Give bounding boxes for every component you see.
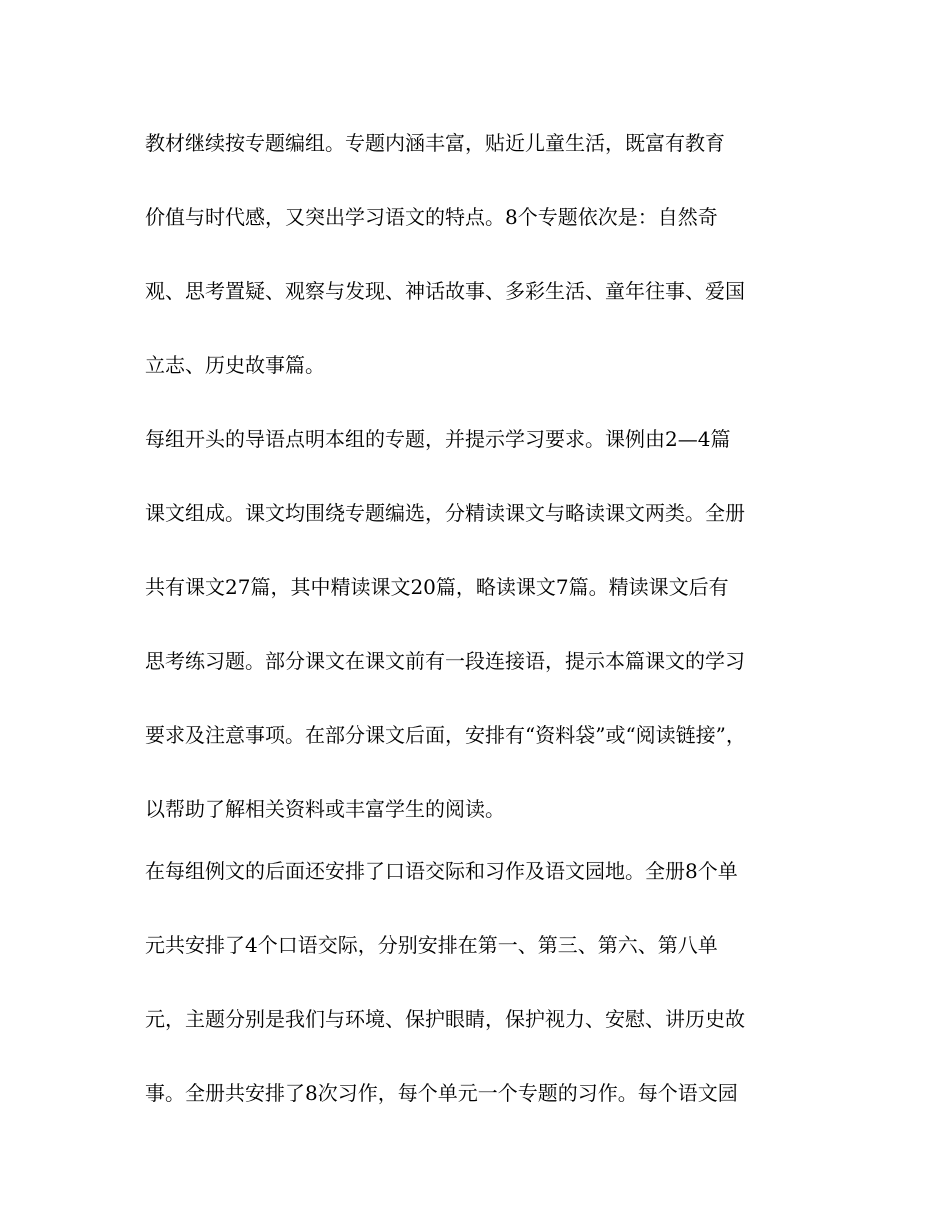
text-line: 事。全册共安排了8次习作，每个单元一个专题的习作。每个语文园 [145,1081,738,1105]
text-line: 元共安排了4个口语交际，分别安排在第一、第三、第六、第八单 [145,933,718,957]
text-line: 立志、历史故事篇。 [145,353,325,377]
text-line: 价值与时代感，又突出学习语文的特点。8个专题依次是：自然奇 [145,205,718,229]
text-line: 教材继续按专题编组。专题内涵丰富，贴近儿童生活，既富有教育 [145,131,725,155]
text-line: 在每组例文的后面还安排了口语交际和习作及语文园地。全册8个单 [145,859,738,883]
text-line: 以帮助了解相关资料或丰富学生的阅读。 [145,797,505,821]
text-line: 课文组成。课文均围绕专题编选，分精读课文与略读课文两类。全册 [145,501,745,525]
text-line: 要求及注意事项。在部分课文后面，安排有“资料袋”或“阅读链接”， [145,723,746,747]
text-line: 共有课文27篇，其中精读课文20篇，略读课文7篇。精读课文后有 [145,575,729,599]
text-line: 每组开头的导语点明本组的专题，并提示学习要求。课例由2—4篇 [145,427,731,451]
text-line: 思考练习题。部分课文在课文前有一段连接语，提示本篇课文的学习 [145,649,745,673]
text-line: 元，主题分别是我们与环境、保护眼睛，保护视力、安慰、讲历史故 [145,1007,745,1031]
text-line: 观、思考置疑、观察与发现、神话故事、多彩生活、童年往事、爱国 [145,279,745,303]
